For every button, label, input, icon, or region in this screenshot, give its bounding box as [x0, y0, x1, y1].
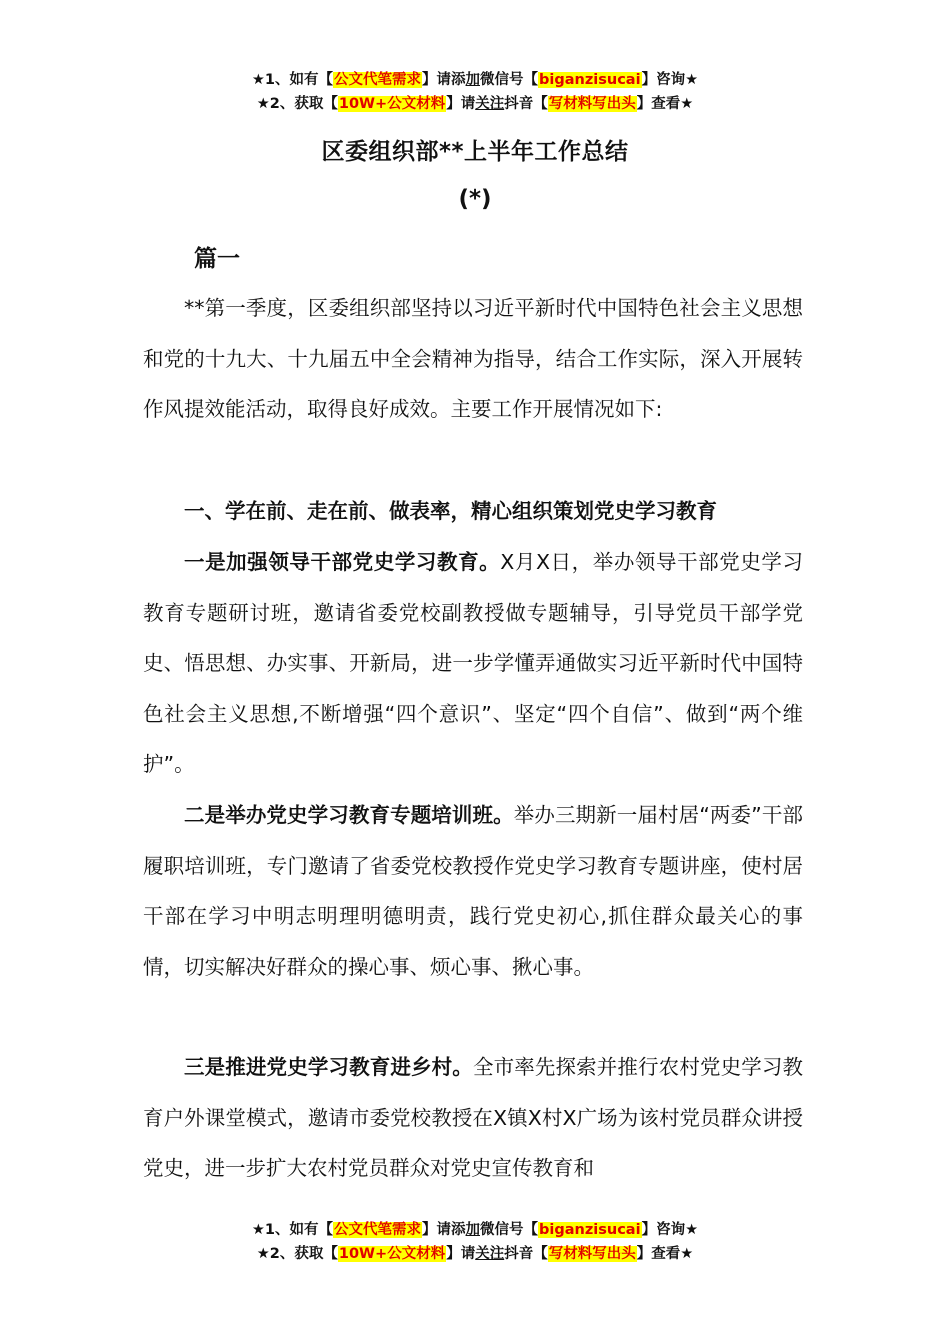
banner-highlight: biganzisucai	[539, 72, 641, 88]
section-heading: 一、学在前、走在前、做表率，精心组织策划党史学习教育	[184, 499, 717, 523]
banner-text: 】查看★	[636, 96, 694, 112]
banner-underlined: 关注	[475, 1246, 505, 1262]
paragraph-lead: 三是推进党史学习教育进乡村。	[184, 1055, 473, 1079]
banner-line-2	[0, 1242, 950, 1266]
banner-text: 微信号【	[480, 72, 539, 88]
banner-text: 】请	[446, 96, 476, 112]
paragraph-body: 全市率先探索并推行农村党史学习教育户外课堂模式，邀请市委党校教授在X镇X村X广场为该村党员群众讲授党史，进一步扩大农村党员群众对党史宣传教育和	[143, 1055, 804, 1180]
intro-paragraph: **第一季度，区委组织部坚持以习近平新时代中国特色社会主义思想和党的十九大、十九届五中全会精神为指导，结合工作实际，深入开展转作风提效能活动，取得良好成效。主要工作开展情况如下:	[143, 296, 803, 421]
banner-highlight: 公文代笔需求	[334, 72, 422, 88]
banner-text: ★2、获取【	[256, 1246, 338, 1262]
paragraph-1	[143, 537, 803, 790]
banner-line-1	[0, 1218, 950, 1242]
banner-text: 】咨询★	[641, 72, 699, 88]
paragraph-body: X月X日，举办领导干部党史学习教育专题研讨班，邀请省委党校副教授做专题辅导，引导党员干部学党史、悟思想、办实事、开新局，进一步学懂弄通做实习近平新时代中国特色社会主义思想,不断增强“四个意识”、坚定“四个自信”、做到“两个维护”。	[143, 550, 803, 776]
banner-highlight: 10W+公文材料	[338, 1246, 446, 1262]
banner-text: ★1、如有【	[251, 1222, 334, 1238]
top-banner	[0, 68, 950, 116]
banner-text: 】请添	[422, 72, 466, 88]
banner-text: 】请	[446, 1246, 476, 1262]
banner-text: 抖音【	[504, 96, 548, 112]
document-subtitle: (*)	[458, 186, 492, 212]
banner-highlight: biganzisucai	[539, 1222, 641, 1238]
banner-text: 微信号【	[480, 1222, 539, 1238]
banner-highlight: 写材料写出头	[548, 96, 636, 112]
banner-text: ★1、如有【	[251, 72, 334, 88]
banner-underlined: 关注	[475, 96, 505, 112]
paragraph-lead: 二是举办党史学习教育专题培训班。	[184, 803, 514, 827]
banner-highlight: 写材料写出头	[548, 1246, 636, 1262]
banner-text: 】咨询★	[641, 1222, 699, 1238]
banner-text: 】查看★	[636, 1246, 694, 1262]
paragraph-2	[143, 790, 803, 992]
paragraph-lead: 一是加强领导干部党史学习教育。	[184, 550, 501, 574]
banner-underlined: 加	[465, 72, 481, 88]
section-label: 篇一	[194, 246, 240, 272]
banner-text: ★2、获取【	[256, 96, 338, 112]
banner-highlight: 10W+公文材料	[338, 96, 446, 112]
banner-line-2	[0, 92, 950, 116]
banner-text: 抖音【	[504, 1246, 548, 1262]
banner-underlined: 加	[465, 1222, 481, 1238]
document-title: 区委组织部**上半年工作总结	[321, 139, 629, 165]
paragraph-3	[143, 1042, 803, 1194]
paragraph-body: 举办三期新一届村居“两委”干部履职培训班，专门邀请了省委党校教授作党史学习教育专题讲座，使村居干部在学习中明志明理明德明责，践行党史初心,抓住群众最关心的事情，切实解决好群众的操心事、烦心事、揪心事。	[143, 803, 803, 979]
banner-text: 】请添	[422, 1222, 466, 1238]
banner-highlight: 公文代笔需求	[334, 1222, 422, 1238]
banner-line-1	[0, 68, 950, 92]
bottom-banner	[0, 1218, 950, 1266]
